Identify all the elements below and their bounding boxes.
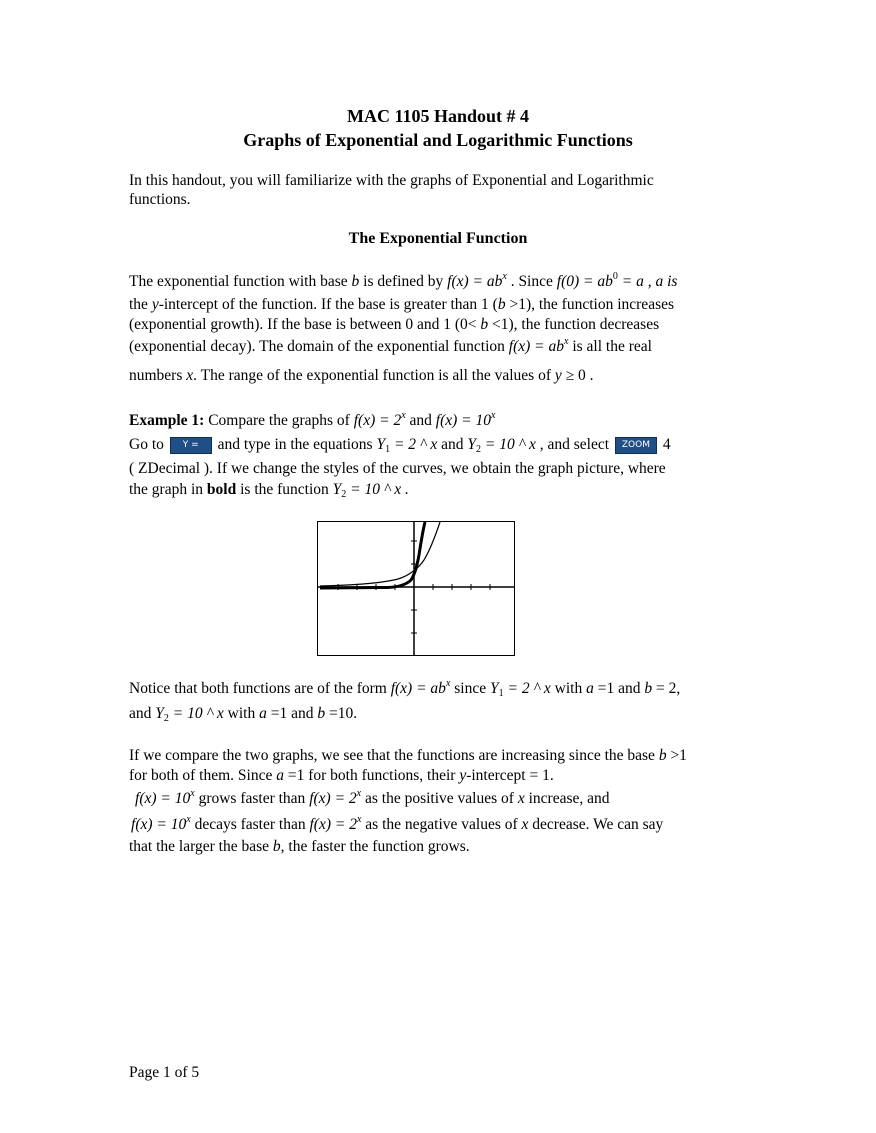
intro-line-1: In this handout, you will familiarize with the graphs of Exponential and Logarithmic — [129, 172, 654, 189]
para1-line-1: The exponential function with base b is defined by $f(x) = ab^x$ . Since $f(0) = ab^0 = a$ , a is — [129, 271, 678, 290]
example-line-4: the graph in bold is the function $Y_2 = 10$ ^ x . — [129, 481, 409, 500]
notice-line-1: Notice that both functions are of the form $f(x) = ab^x$ since $Y_1 = 2$ ^ x with a =1 and b = 2, — [129, 678, 681, 699]
para1-line-5: numbers x. The range of the exponential function is all the values of y ≥ 0 . — [129, 367, 594, 384]
example-line-3: ( ZDecimal ). If we change the styles of the curves, we obtain the graph picture, where — [129, 460, 666, 477]
intro-line-2: functions. — [129, 191, 191, 208]
section-heading: The Exponential Function — [348, 230, 528, 247]
example-label: Example 1: — [129, 412, 205, 429]
compare-line-2: for both of them. Since a =1 for both functions, their y-intercept = 1. — [129, 767, 554, 784]
example-line-2: Go to Y = and type in the equations $Y_1 = 2$ ^ x and $Y_2 = 10$ ^ x , and select ZOOM 4 — [129, 436, 671, 455]
y-equals-key-image: Y = — [170, 437, 212, 454]
zoom-key-image: ZOOM — [615, 437, 657, 454]
curve-y2-10-pow-x — [320, 522, 425, 588]
compare-line-4: $f(x) = 10^x$ decays faster than $f(x) = 2^x$ as the negative values of x decrease. We can say — [131, 814, 664, 833]
notice-line-2: and $Y_2 = 10$ ^ x with a =1 and b =10. — [129, 705, 358, 724]
page-footer: Page 1 of 5 — [129, 1064, 200, 1081]
handout-title: MAC 1105 Handout # 4 — [346, 106, 530, 126]
para1-line-2: the y-intercept of the function. If the base is greater than 1 (b >1), the function increases — [129, 296, 675, 313]
para1-line-4: (exponential decay). The domain of the exponential function $f(x) = ab^x$ is all the real — [129, 336, 652, 355]
calculator-graph-image — [317, 521, 515, 656]
compare-line-3: $f(x) = 10^x$ grows faster than $f(x) = 2^x$ as the positive values of x increase, and — [135, 788, 610, 807]
compare-line-1: If we compare the two graphs, we see that the functions are increasing since the base b >1 — [129, 747, 687, 764]
handout-subtitle: Graphs of Exponential and Logarithmic Functions — [243, 130, 633, 150]
example-line-1: Example 1: Compare the graphs of $f(x) = 2^x$ and $f(x) = 10^x$ — [129, 410, 496, 429]
exponential-graph-svg — [318, 522, 514, 655]
para1-line-3: (exponential growth). If the base is between 0 and 1 (0< b <1), the function decreases — [129, 316, 660, 333]
compare-line-5: that the larger the base b, the faster the function grows. — [129, 838, 470, 855]
